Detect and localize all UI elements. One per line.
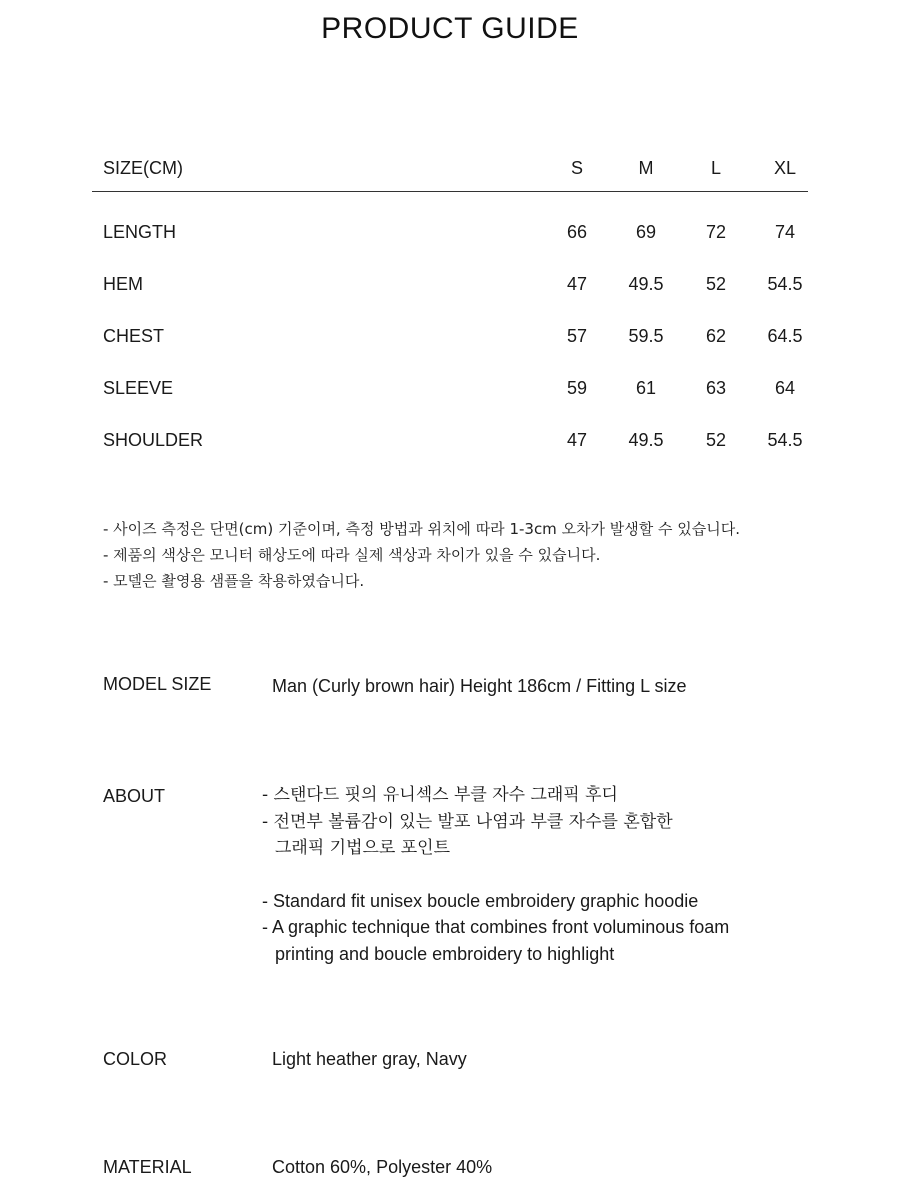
size-header-xl: XL (773, 158, 797, 178)
table-cell: 47 (566, 274, 588, 294)
table-row (92, 410, 808, 462)
table-cell: 74 (774, 222, 796, 242)
table-cell: 64.5 (767, 326, 803, 346)
size-notes (103, 516, 740, 594)
table-cell: 61 (635, 378, 657, 398)
table-row (92, 358, 808, 410)
table-cell: 63 (705, 378, 727, 398)
color-label: COLOR (103, 1049, 168, 1069)
table-row (92, 306, 808, 358)
page-title: PRODUCT GUIDE (321, 12, 579, 45)
table-row (92, 254, 808, 306)
model-size-label: MODEL SIZE (103, 674, 212, 694)
row-label: HEM (103, 274, 143, 294)
table-cell: 57 (566, 326, 588, 346)
note-line: - 사이즈 측정은 단면(cm) 기준이며, 측정 방법과 위치에 따라 1-3cm 오차가 발생할 수 있습니다. (103, 520, 741, 538)
about-description (262, 782, 729, 967)
table-row (92, 202, 808, 254)
about-en-line: - Standard fit unisex boucle embroidery graphic hoodie (262, 890, 699, 911)
table-cell: 52 (705, 430, 727, 450)
about-kr-line: - 스탠다드 핏의 유니섹스 부클 자수 그래픽 후디 (262, 785, 618, 805)
note-line: - 제품의 색상은 모니터 해상도에 따라 실제 색상과 차이가 있을 수 있습니다. (103, 546, 601, 564)
table-cell: 72 (705, 222, 727, 242)
table-cell: 47 (566, 430, 588, 450)
about-kr-line: - 전면부 볼륨감이 있는 발포 나염과 부클 자수를 혼합한 (262, 811, 673, 832)
color-value: Light heather gray, Navy (272, 1049, 467, 1069)
size-header-s: S (570, 158, 583, 178)
row-label: LENGTH (103, 222, 177, 242)
model-size-value: Man (Curly brown hair) Height 186cm / Fitting L size (272, 676, 687, 696)
size-table (92, 150, 808, 462)
table-cell: 69 (635, 222, 657, 242)
table-cell: 49.5 (628, 430, 664, 450)
table-cell: 64 (774, 378, 796, 398)
size-header-l: L (710, 158, 721, 178)
table-cell: 49.5 (628, 274, 664, 294)
table-cell: 52 (705, 274, 727, 294)
material-label: MATERIAL (103, 1157, 192, 1177)
size-table-body (92, 192, 808, 462)
row-label: SHOULDER (103, 430, 204, 450)
size-header-m: M (638, 158, 654, 178)
row-label: SLEEVE (103, 378, 174, 398)
row-label: CHEST (103, 326, 165, 346)
about-kr-line: 그래픽 기법으로 포인트 (275, 838, 451, 858)
about-label: ABOUT (103, 786, 166, 806)
size-table-header (92, 150, 808, 192)
table-cell: 54.5 (767, 430, 803, 450)
table-cell: 54.5 (767, 274, 803, 294)
material-value: Cotton 60%, Polyester 40% (272, 1157, 493, 1177)
table-cell: 59.5 (628, 326, 664, 346)
table-cell: 59 (566, 378, 588, 398)
about-en-line: printing and boucle embroidery to highlight (275, 943, 615, 964)
about-spacer (262, 862, 729, 888)
table-cell: 66 (566, 222, 588, 242)
size-header-label: SIZE(CM) (103, 158, 183, 178)
about-en-line: - A graphic technique that combines front voluminous foam (262, 917, 730, 937)
table-cell: 62 (705, 326, 727, 346)
note-line: - 모델은 촬영용 샘플을 착용하였습니다. (103, 572, 365, 590)
